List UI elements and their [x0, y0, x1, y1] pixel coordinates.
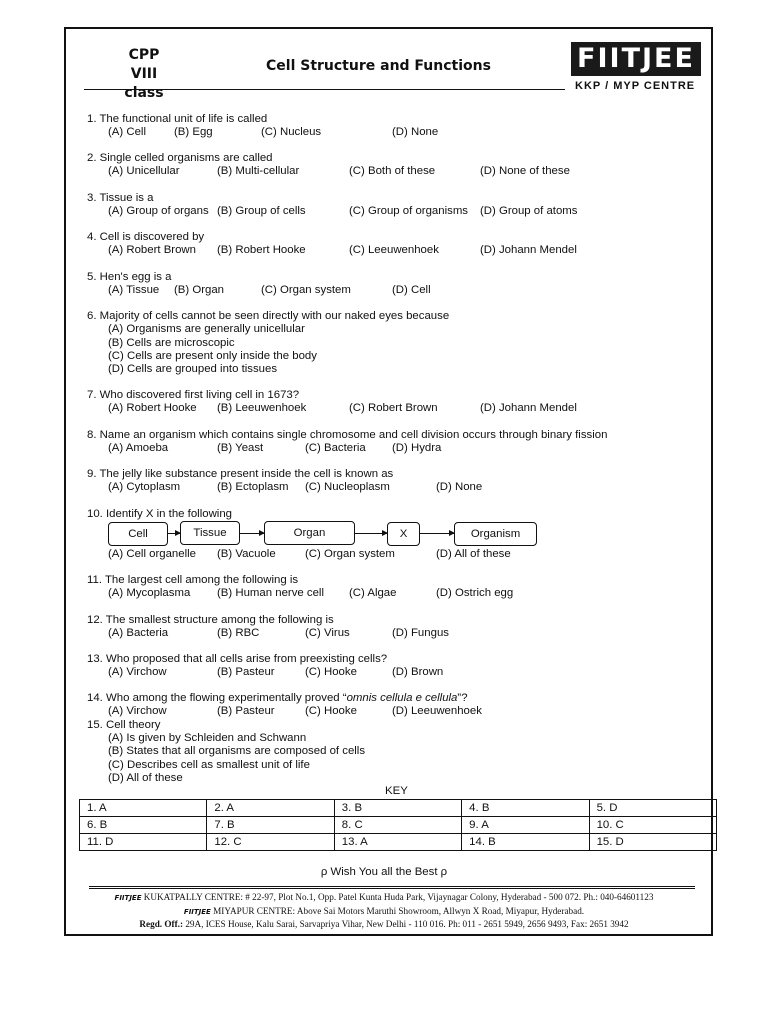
option: (B) States that all organisms are composed of cells: [108, 745, 366, 757]
cpp-label: CPP: [128, 47, 160, 63]
key-cell: 11. D: [80, 834, 207, 851]
footer-line-regd: [0, 919, 768, 929]
footer-divider: [89, 888, 695, 889]
footer-address: KUKATPALLY CENTRE: # 22-97, Plot No.1, Opp. Patel Kunta Huda Park, Vijaynagar Colony, Hyderabad - 500 072. Ph.: 040-64601123: [141, 892, 654, 902]
key-cell: 15. D: [589, 834, 716, 851]
option: (C) Group of organisms: [349, 205, 469, 217]
option: (A) Amoeba: [108, 442, 169, 454]
flow-arrow: [355, 533, 387, 534]
table-row: [80, 834, 717, 851]
option: (C) Organ system: [305, 548, 395, 560]
option: (B) RBC: [217, 627, 260, 639]
centre-label: KKP / MYP CENTRE: [575, 80, 696, 92]
table-row: [80, 817, 717, 834]
question-stem: 10. Identify X in the following: [87, 508, 233, 520]
page-title: Cell Structure and Functions: [266, 58, 491, 74]
question-stem: 9. The jelly like substance present inside the cell is known as: [87, 468, 394, 480]
option: (C) Cells are present only inside the body: [108, 350, 317, 362]
option: (D) Johann Mendel: [480, 402, 577, 414]
flow-arrow: [420, 533, 454, 534]
flow-box-organism: Organism: [454, 522, 537, 546]
question-stem: 5. Hen's egg is a: [87, 271, 172, 283]
key-cell: 5. D: [589, 800, 716, 817]
stem-italic: omnis cellula e cellula: [346, 692, 458, 704]
option: (D) None: [436, 481, 483, 493]
option: (C) Hooke: [305, 666, 357, 678]
flow-box-cell: Cell: [108, 522, 168, 546]
flow-arrow: [240, 533, 264, 534]
option: (B) Robert Hooke: [217, 244, 306, 256]
option: (A) Is given by Schleiden and Schwann: [108, 732, 307, 744]
option: (B) Vacuole: [217, 548, 276, 560]
option: (D) None of these: [480, 165, 570, 177]
fiitjee-logo: FIITJEE: [571, 42, 701, 76]
option: (A) Robert Brown: [108, 244, 196, 256]
option: (C) Leeuwenhoek: [349, 244, 439, 256]
key-cell: 14. B: [462, 834, 589, 851]
option: (A) Unicellular: [108, 165, 180, 177]
footer-line-kukatpally: [0, 892, 768, 902]
option: (D) Leeuwenhoek: [392, 705, 482, 717]
option: (B) Multi-cellular: [217, 165, 300, 177]
key-cell: 9. A: [462, 817, 589, 834]
flow-box-tissue: Tissue: [180, 521, 240, 545]
option: (B) Egg: [174, 126, 213, 138]
option: (B) Pasteur: [217, 705, 275, 717]
option: (D) Cells are grouped into tissues: [108, 363, 278, 375]
option: (C) Describes cell as smallest unit of life: [108, 759, 310, 771]
option: (C) Organ system: [261, 284, 351, 296]
footer-address: MIYAPUR CENTRE: Above Sai Motors Maruthi Showroom, Allwyn X Road, Miyapur, Hyderabad.: [210, 906, 585, 916]
option: (B) Yeast: [217, 442, 264, 454]
option: (A) Cell: [108, 126, 146, 138]
option: (C) Robert Brown: [349, 402, 438, 414]
option: (A) Cell organelle: [108, 548, 196, 560]
key-cell: 10. C: [589, 817, 716, 834]
option: (A) Cytoplasm: [108, 481, 181, 493]
option: (C) Nucleus: [261, 126, 322, 138]
flow-arrow: [168, 533, 180, 534]
header-cpp: [110, 46, 178, 103]
option: (C) Bacteria: [305, 442, 366, 454]
option: (D) Brown: [392, 666, 444, 678]
option: (D) Hydra: [392, 442, 442, 454]
footer-address: 29A, ICES House, Kalu Sarai, Sarvapriya Vihar, New Delhi - 110 016. Ph: 011 - 2651 5949, 2656 9493, Fax: 2651 3942: [183, 919, 629, 929]
option: (C) Nucleoplasm: [305, 481, 390, 493]
question-stem: 8. Name an organism which contains single chromosome and cell division occurs through binary fission: [87, 429, 608, 441]
option: (A) Robert Hooke: [108, 402, 197, 414]
footer-brand: FIITJEE: [183, 908, 211, 916]
option: (D) Fungus: [392, 627, 449, 639]
key-cell: 13. A: [334, 834, 461, 851]
option: (A) Virchow: [108, 705, 167, 717]
header-divider: [84, 89, 565, 90]
option: (D) Cell: [392, 284, 431, 296]
option: (A) Mycoplasma: [108, 587, 191, 599]
footer-divider: [89, 886, 695, 887]
key-title: KEY: [385, 785, 408, 797]
option: (D) Ostrich egg: [436, 587, 514, 599]
option: (D) All of these: [436, 548, 511, 560]
option: (D) Johann Mendel: [480, 244, 577, 256]
answer-key-table: [79, 799, 717, 851]
option: (B) Leeuwenhoek: [217, 402, 307, 414]
option: (B) Pasteur: [217, 666, 275, 678]
regd-label: Regd. Off.:: [139, 919, 184, 929]
option: (D) Group of atoms: [480, 205, 578, 217]
key-cell: 2. A: [207, 800, 334, 817]
option: (D) None: [392, 126, 439, 138]
option: (C) Hooke: [305, 705, 357, 717]
key-cell: 8. C: [334, 817, 461, 834]
stem-post: ”?: [457, 692, 468, 704]
stem-pre: 14. Who among the flowing experimentally proved “: [87, 692, 347, 704]
footer-brand: FIITJEE: [114, 894, 142, 902]
option: (A) Organisms are generally unicellular: [108, 323, 305, 335]
key-cell: 6. B: [80, 817, 207, 834]
key-cell: 7. B: [207, 817, 334, 834]
option: (C) Both of these: [349, 165, 436, 177]
question-stem: 7. Who discovered first living cell in 1673?: [87, 389, 300, 401]
wish-text: ρ Wish You all the Best ρ: [320, 866, 448, 878]
option: (C) Algae: [349, 587, 397, 599]
option: (A) Tissue: [108, 284, 160, 296]
option: (A) Group of organs: [108, 205, 209, 217]
question-stem: 1. The functional unit of life is called: [87, 113, 268, 125]
option: (B) Organ: [174, 284, 225, 296]
question-stem: 13. Who proposed that all cells arise from preexisting cells?: [87, 653, 388, 665]
option: (C) Virus: [305, 627, 350, 639]
question-stem: 11. The largest cell among the following is: [87, 574, 299, 586]
option: (A) Virchow: [108, 666, 167, 678]
option: (B) Cells are microscopic: [108, 337, 235, 349]
class-label: VIII class: [124, 66, 164, 101]
key-cell: 4. B: [462, 800, 589, 817]
flow-box-organ: Organ: [264, 521, 355, 545]
question-stem: 2. Single celled organisms are called: [87, 152, 273, 164]
question-stem: 4. Cell is discovered by: [87, 231, 205, 243]
option: (D) All of these: [108, 772, 183, 784]
flow-box-x: X: [387, 522, 420, 546]
question-stem: 6. Majority of cells cannot be seen directly with our naked eyes because: [87, 310, 450, 322]
option: (A) Bacteria: [108, 627, 169, 639]
key-cell: 1. A: [80, 800, 207, 817]
option: (B) Human nerve cell: [217, 587, 324, 599]
option: (B) Ectoplasm: [217, 481, 289, 493]
option: (B) Group of cells: [217, 205, 306, 217]
question-stem: 3. Tissue is a: [87, 192, 154, 204]
question-stem: 15. Cell theory: [87, 719, 161, 731]
key-cell: 12. C: [207, 834, 334, 851]
table-row: [80, 800, 717, 817]
question-stem: [87, 692, 468, 705]
key-cell: 3. B: [334, 800, 461, 817]
footer-line-miyapur: [0, 906, 768, 916]
question-stem: 12. The smallest structure among the following is: [87, 614, 334, 626]
